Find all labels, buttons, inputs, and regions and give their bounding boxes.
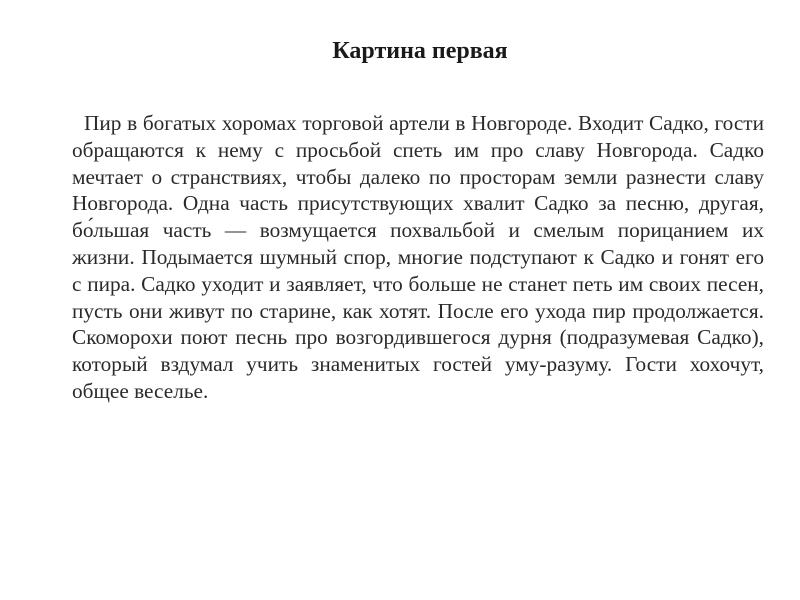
slide-title: Картина первая	[332, 38, 508, 64]
slide-paragraph: Пир в богатых хоромах торговой артели в Новгороде. Входит Садко, гости обращаются к нему с просьбой спеть им про славу Новгорода. Садко мечтает о странствиях, чтобы далеко по просторам земли разнести славу Новгорода. Одна часть присутствующих хвалит Садко за песню, другая, бо́льшая часть — возмущается похвальбой и смелым порицанием их жизни. Подымается шумный спор, многие подступают к Садко и гонят его с пира. Садко уходит и заявляет, что больше не станет петь им своих песен, пусть они живут по старине, как хотят. После его ухода пир продолжается. Скоморохи поют песнь про возгордившегося дурня (подразумевая Садко), который вздумал учить знаменитых гостей уму-разуму. Гости хохочут, общее веселье.	[72, 111, 764, 403]
